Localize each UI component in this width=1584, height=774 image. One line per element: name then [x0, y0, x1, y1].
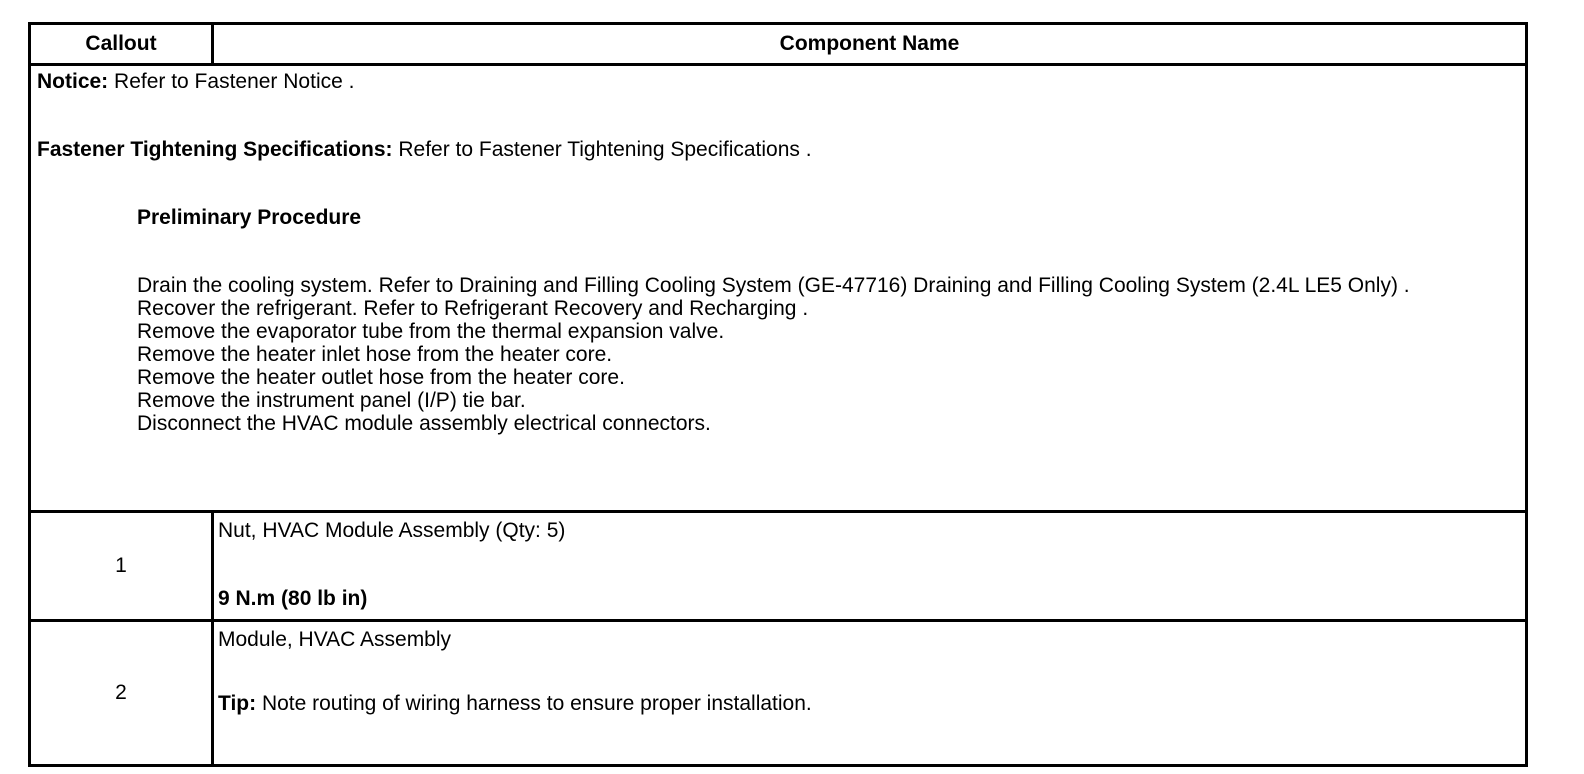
step-item: Disconnect the HVAC module assembly electrical connectors.: [137, 412, 711, 435]
table-row: [30, 621, 1527, 766]
step-item: Remove the instrument panel (I/P) tie bar.: [137, 389, 526, 412]
notice-line: [37, 70, 1519, 94]
notice-row: [30, 65, 1527, 512]
step-item: Remove the heater outlet hose from the heater core.: [137, 366, 625, 389]
torque-spec: 9 N.m (80 lb in): [218, 587, 368, 610]
step-item: Remove the evaporator tube from the thermal expansion valve.: [137, 320, 725, 343]
component-name-cell: [213, 621, 1527, 766]
preliminary-steps: [137, 274, 1519, 435]
tip-text: Note routing of wiring harness to ensure proper installation.: [256, 692, 812, 715]
tip-label: Tip:: [218, 692, 257, 715]
component-table: [28, 22, 1528, 767]
callout-number: 2: [30, 621, 213, 766]
fastener-spec-text: Refer to Fastener Tightening Specifications .: [392, 138, 812, 161]
notice-text: Refer to Fastener Notice .: [108, 70, 355, 93]
header-callout: Callout: [30, 24, 213, 65]
step-item: Drain the cooling system. Refer to Draining and Filling Cooling System (GE-47716) Draining and Filling Cooling System (2.4L LE5 Only) .: [137, 274, 1410, 297]
component-name-cell: [213, 512, 1527, 621]
step-item: Remove the heater inlet hose from the heater core.: [137, 343, 613, 366]
table-row: [30, 512, 1527, 621]
callout-number: 1: [30, 512, 213, 621]
tip-line: [218, 692, 1521, 716]
notice-label: Notice:: [37, 70, 109, 93]
header-component-name: Component Name: [213, 24, 1527, 65]
table-header-row: [30, 24, 1527, 65]
preliminary-procedure-title: Preliminary Procedure: [137, 206, 362, 229]
step-item: Recover the refrigerant. Refer to Refrigerant Recovery and Recharging .: [137, 297, 809, 320]
notice-cell: [30, 65, 1527, 512]
component-name: Nut, HVAC Module Assembly (Qty: 5): [218, 519, 566, 542]
component-name: Module, HVAC Assembly: [218, 628, 452, 651]
fastener-spec-line: [37, 138, 1519, 162]
fastener-spec-label: Fastener Tightening Specifications:: [37, 138, 393, 161]
